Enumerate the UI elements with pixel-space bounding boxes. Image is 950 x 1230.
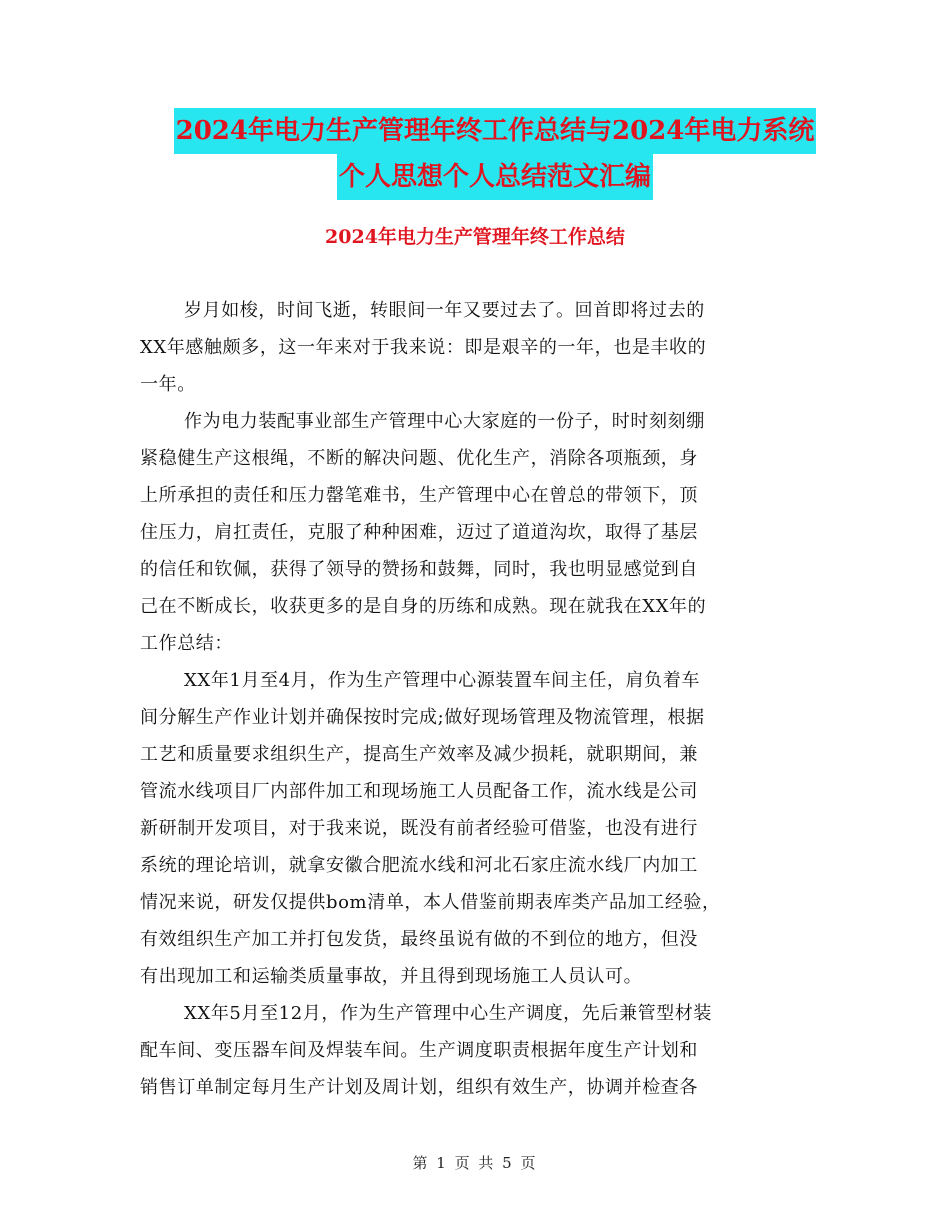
title-line-2: 个人思想个人总结范文汇编	[337, 154, 653, 200]
title-line-1: 2024年电力生产管理年终工作总结与2024年电力系统	[174, 108, 817, 154]
paragraph-line: 有效组织生产加工并打包发货，最终虽说有做的不到位的地方，但没	[140, 929, 698, 950]
paragraph-line: 一年。	[140, 374, 196, 395]
paragraph-line: XX年感触颇多，这一年来对于我来说：即是艰辛的一年，也是丰收的	[140, 337, 707, 358]
paragraph-line: 工艺和质量要求组织生产，提高生产效率及减少损耗，就职期间，兼	[140, 744, 698, 765]
document-body	[140, 292, 810, 1106]
paragraph-4	[140, 995, 810, 1106]
paragraph-line: 作为电力装配事业部生产管理中心大家庭的一份子，时时刻刻绷	[184, 411, 705, 432]
paragraph-1	[140, 292, 810, 403]
paragraph-line: 销售订单制定每月生产计划及周计划，组织有效生产，协调并检查各	[140, 1077, 698, 1098]
section-title: 2024年电力生产管理年终工作总结	[325, 226, 625, 248]
paragraph-line: XX年1月至4月，作为生产管理中心源装置车间主任，肩负着车	[184, 670, 700, 691]
paragraph-line: 间分解生产作业计划并确保按时完成;做好现场管理及物流管理，根据	[140, 707, 705, 728]
paragraph-line: 有出现加工和运输类质量事故，并且得到现场施工人员认可。	[140, 966, 643, 987]
page-footer: 第 1 页 共 5 页	[412, 1154, 538, 1172]
paragraph-line: 管流水线项目厂内部件加工和现场施工人员配备工作，流水线是公司	[140, 781, 698, 802]
paragraph-line: 己在不断成长，收获更多的是自身的历练和成熟。现在就我在XX年的	[140, 596, 707, 617]
paragraph-line: 工作总结：	[140, 633, 233, 654]
paragraph-line: 紧稳健生产这根绳，不断的解决问题、优化生产，消除各项瓶颈，身	[140, 448, 698, 469]
paragraph-line: XX年5月至12月，作为生产管理中心生产调度，先后兼管型材装	[184, 1003, 712, 1024]
paragraph-line: 新研制开发项目，对于我来说，既没有前者经验可借鉴，也没有进行	[140, 818, 698, 839]
paragraph-line: 系统的理论培训，就拿安徽合肥流水线和河北石家庄流水线厂内加工	[140, 855, 698, 876]
paragraph-line: 情况来说，研发仅提供bom清单，本人借鉴前期表库类产品加工经验，	[140, 892, 721, 913]
paragraph-line: 的信任和钦佩，获得了领导的赞扬和鼓舞，同时，我也明显感觉到自	[140, 559, 698, 580]
paragraph-line: 住压力，肩扛责任，克服了种种困难，迈过了道道沟坎，取得了基层	[140, 522, 698, 543]
document-title	[140, 108, 850, 200]
paragraph-line: 上所承担的责任和压力罄笔难书，生产管理中心在曾总的带领下，顶	[140, 485, 698, 506]
paragraph-line: 配车间、变压器车间及焊装车间。生产调度职责根据年度生产计划和	[140, 1040, 698, 1061]
paragraph-3	[140, 662, 810, 995]
paragraph-line: 岁月如梭，时间飞逝，转眼间一年又要过去了。回首即将过去的	[184, 300, 705, 321]
paragraph-2	[140, 403, 810, 662]
